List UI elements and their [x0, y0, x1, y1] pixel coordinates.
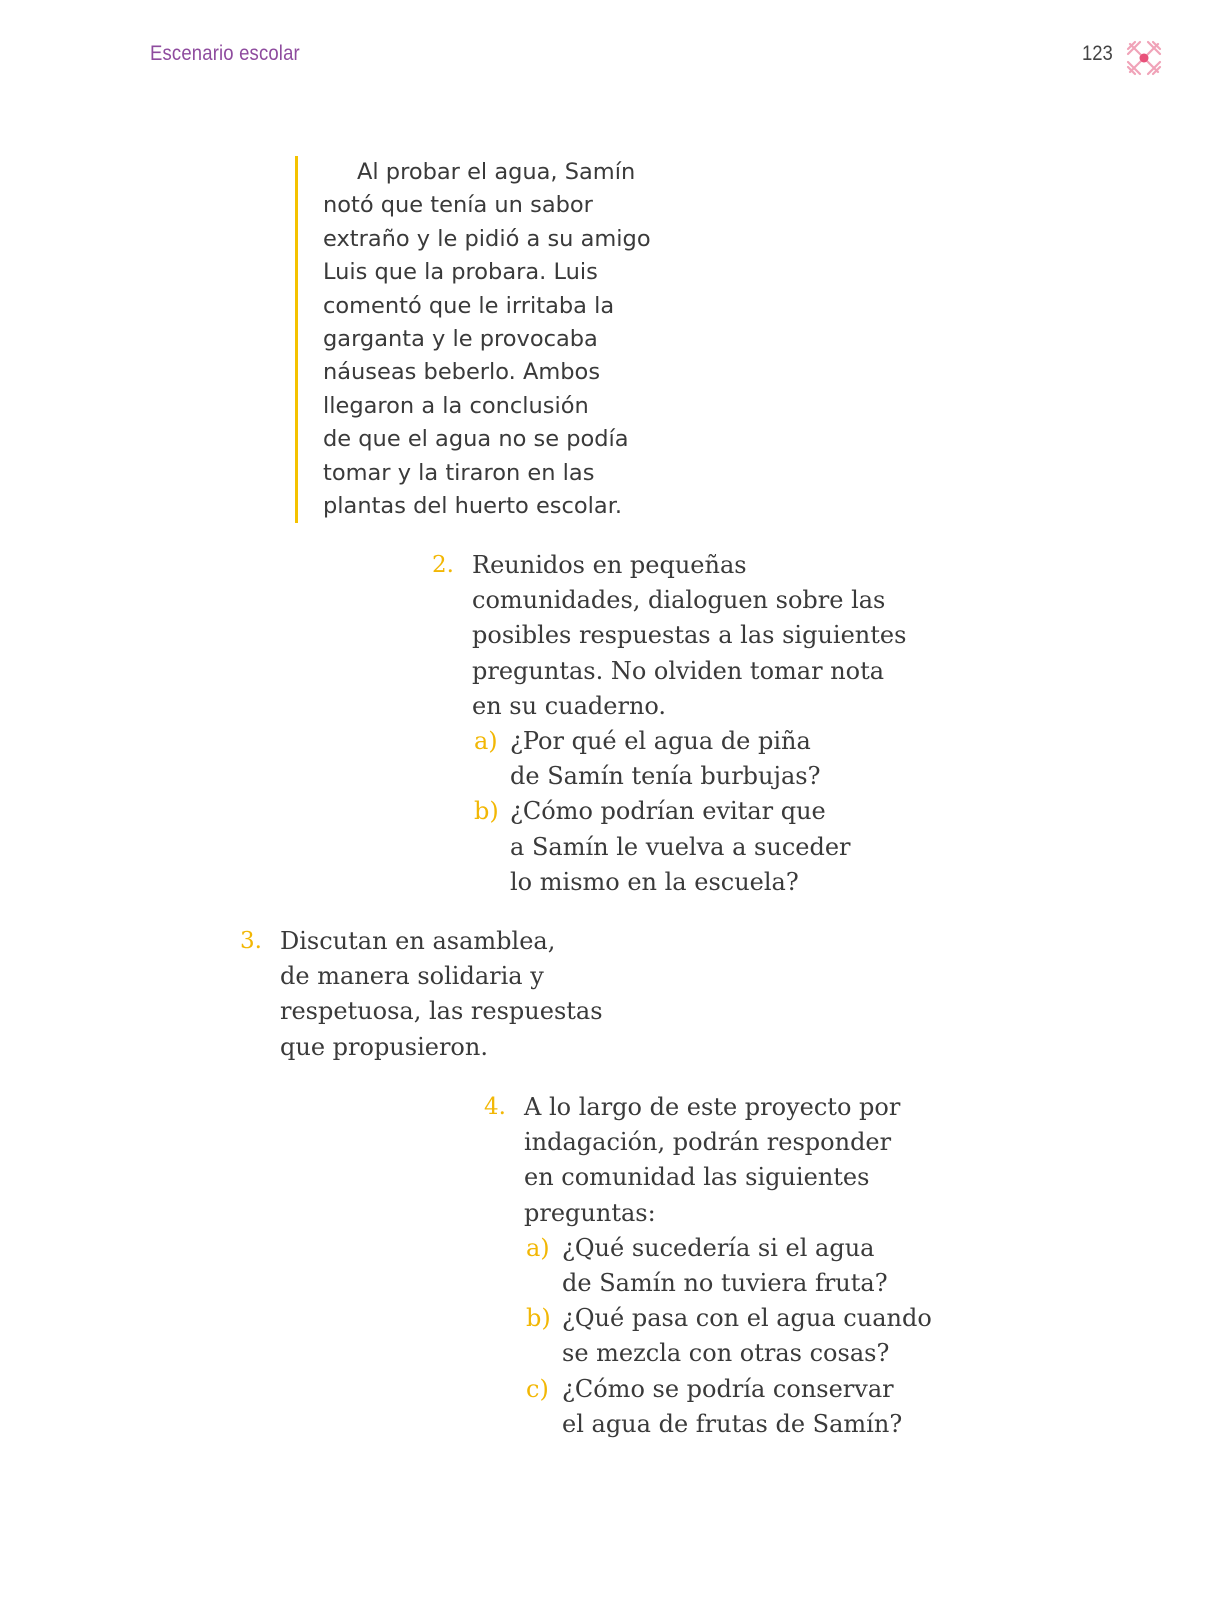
- question-letter: b): [474, 797, 499, 826]
- activity-instructions: A lo largo de este proyecto por indagación, podrán responder en comunidad las siguientes preguntas:: [524, 1093, 901, 1227]
- activity-number: 4.: [484, 1094, 506, 1120]
- page-number: 123: [1082, 42, 1113, 65]
- question-letter: c): [526, 1374, 549, 1403]
- quote-line: Luis que la probara. Luis: [323, 259, 598, 286]
- question-a: a) ¿Qué sucedería si el agua de Samín no tuviera fruta?: [524, 1231, 964, 1301]
- question-b: b) ¿Cómo podrían evitar que a Samín le vuelva a suceder lo mismo en la escuela?: [472, 794, 952, 900]
- section-title: Escenario escolar: [150, 42, 300, 65]
- quote-line: Al probar el agua, Samín: [357, 159, 636, 185]
- question-letter: a): [526, 1233, 550, 1262]
- activity-number: 3.: [240, 928, 262, 954]
- quote-line: tomar y la tiraron en las: [323, 459, 595, 486]
- quote-line: llegaron a la conclusión: [323, 392, 589, 419]
- question-letter: b): [526, 1304, 551, 1333]
- quote-line: de que el agua no se podía: [323, 426, 629, 453]
- activity-number: 2.: [432, 552, 454, 578]
- quote-line: plantas del huerto escolar.: [323, 493, 623, 520]
- activity-instructions: Discutan en asamblea, de manera solidaria y respetuosa, las respuestas que propusieron.: [280, 927, 603, 1061]
- question-c: c) ¿Cómo se podría conservar el agua de frutas de Samín?: [524, 1372, 964, 1442]
- pink-star-ornament-icon: [1126, 40, 1162, 76]
- story-quote: [295, 156, 743, 523]
- activity-2: [432, 548, 952, 900]
- quote-line: comentó que le irritaba la: [323, 292, 615, 319]
- quote-line: garganta y le provocaba: [323, 326, 598, 353]
- activity-3: [240, 924, 660, 1065]
- activity-4: [484, 1090, 964, 1442]
- question-letter: a): [474, 727, 498, 756]
- quote-line: extraño y le pidió a su amigo: [323, 225, 651, 252]
- quote-line: náuseas beberlo. Ambos: [323, 359, 601, 386]
- question-b: b) ¿Qué pasa con el agua cuando se mezcla con otras cosas?: [524, 1301, 964, 1371]
- activity-instructions: Reunidos en pequeñas comunidades, dialoguen sobre las posibles respuestas a las siguientes preguntas. No olviden tomar nota en su cuaderno.: [472, 551, 907, 720]
- quote-line: notó que tenía un sabor: [323, 192, 593, 219]
- question-a: a) ¿Por qué el agua de piña de Samín tenía burbujas?: [472, 724, 952, 794]
